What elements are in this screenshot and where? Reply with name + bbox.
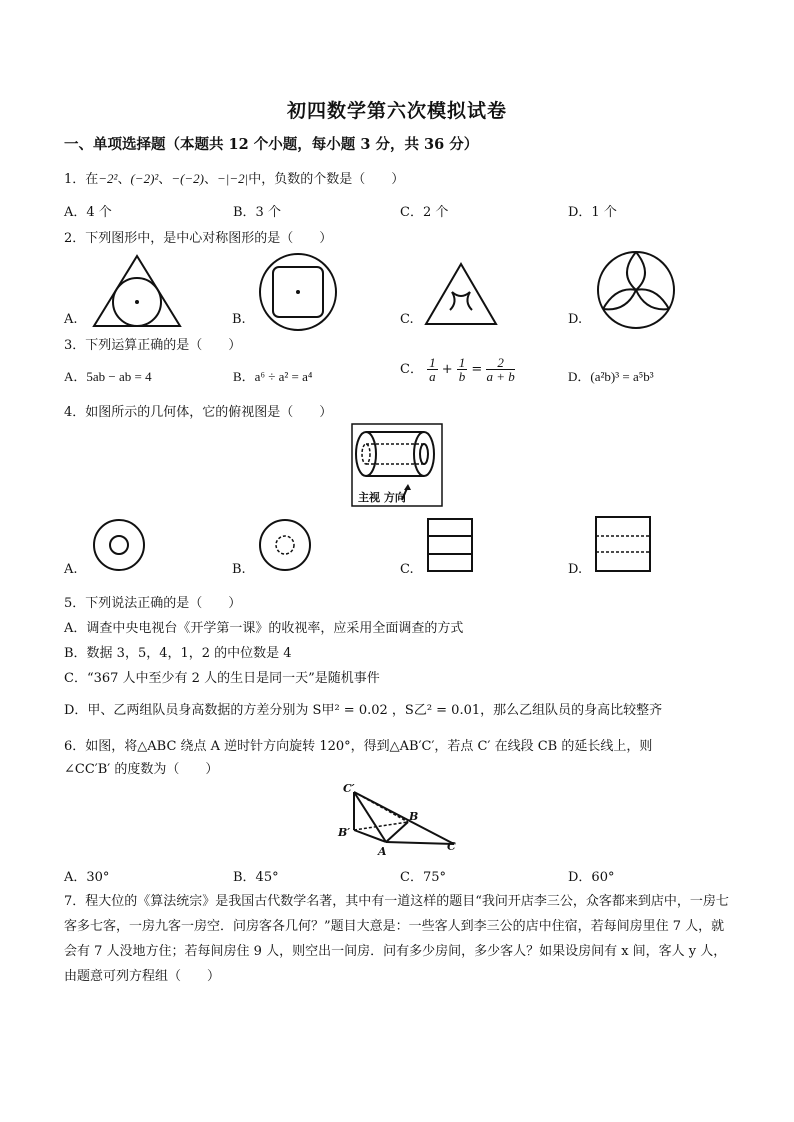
q3-fraction-2: $\frac{1}{b}$ <box>458 355 466 384</box>
q4-view-d-dashed-rectangle <box>595 516 651 572</box>
question-5-stem: 5．下列说法正确的是（ ） <box>64 596 242 611</box>
q3-fraction-3: $\frac{2}{a + b}$ <box>486 355 515 384</box>
q1-expr-2: (−2)² <box>130 171 159 186</box>
question-1-stem <box>64 168 404 187</box>
q6-option-c[interactable]: C．75° <box>400 870 446 885</box>
q4-view-a-ring <box>92 518 146 572</box>
q6-option-b[interactable]: B．45° <box>233 870 279 885</box>
q1-expr-4: −|−2| <box>217 171 249 186</box>
q4-view-c-rectangle <box>427 518 473 572</box>
q3-option-c-label: C． <box>400 362 423 377</box>
q2-figure-c-triangle-arcs <box>424 262 498 328</box>
q1-option-c[interactable]: C．2 个 <box>400 205 449 220</box>
q1-stem-prefix: 1．在 <box>64 172 99 187</box>
question-4-stem: 4．如图所示的几何体，它的俯视图是（ ） <box>64 405 333 420</box>
q6-label-a: A <box>378 845 387 858</box>
q6-label-b-prime: B′ <box>338 826 351 839</box>
q5-option-c[interactable]: C．“367 人中至少有 2 人的生日是同一天”是随机事件 <box>64 671 380 686</box>
q2-figure-d-three-petal-circle <box>596 250 676 330</box>
q2-option-c-label[interactable]: C. <box>400 312 414 327</box>
q4-view-b-dashed-ring <box>258 518 312 572</box>
q2-option-b-label[interactable]: B. <box>232 312 246 327</box>
question-3-stem: 3．下列运算正确的是（ ） <box>64 338 242 353</box>
q3-option-a[interactable]: A．5ab − ab = 4 <box>64 369 152 384</box>
q1-option-b[interactable]: B．3 个 <box>233 205 281 220</box>
q2-option-a-label[interactable]: A. <box>64 312 78 327</box>
page-title: 初四数学第六次模拟试卷 <box>286 100 507 122</box>
question-6-stem-line-1: 6．如图，将△ABC 绕点 A 逆时针方向旋转 120°，得到△AB′C′，若点 C′ 在线段 CB 的延长线上，则 <box>64 739 653 754</box>
question-6-stem-line-2: ∠CC′B′ 的度数为（ ） <box>64 762 219 777</box>
q6-label-c-prime: C′ <box>343 782 355 795</box>
q2-figure-a-triangle-circle <box>92 254 182 329</box>
q6-label-b: B <box>409 810 419 823</box>
section-heading: 一、单项选择题（本题共 12 个小题，每小题 3 分，共 36 分） <box>64 136 479 153</box>
q4-option-a-label[interactable]: A. <box>64 562 78 577</box>
question-2-stem: 2．下列图形中，是中心对称图形的是（ ） <box>64 231 333 246</box>
q1-expr-1: −2² <box>98 171 118 186</box>
q3-fraction-1: $\frac{1}{a}$ <box>429 355 436 384</box>
q3-plus-sign: + <box>441 362 453 377</box>
question-7-text: 7．程大位的《算法统宗》是我国古代数学名著，其中有一道这样的题目“我问开店李三公，众客都来到店中，一房七客多七客，一房九客一房空．问房客各几何？”题目大意是：一些客人到李三公的店中住宿，若每间房里住 7 人，就会有 7 人没地方住；若每间房住 9 人，则空出一间房．问有多少房间，多少客人？如果设房间有 x 间，客人 y 人，由题意可列方程组（ ） <box>64 894 729 984</box>
q3-option-d[interactable]: D．(a²b)³ = a⁵b³ <box>568 369 654 384</box>
q1-sep-1: 、 <box>117 172 131 187</box>
q1-option-d[interactable]: D．1 个 <box>568 205 617 220</box>
q1-expr-3: −(−2) <box>171 171 205 186</box>
q4-option-c-label[interactable]: C. <box>400 562 414 577</box>
q4-figure-caption: 主视 方向 <box>358 491 406 504</box>
q6-option-a[interactable]: A．30° <box>64 870 110 885</box>
q3-option-c[interactable] <box>400 356 515 383</box>
q1-option-a[interactable]: A．4 个 <box>64 205 112 220</box>
q6-label-c: C <box>447 840 456 853</box>
q1-sep-3: 、 <box>204 172 218 187</box>
q2-figure-b-square-in-circle <box>258 252 338 332</box>
q5-option-a[interactable]: A．调查中央电视台《开学第一课》的收视率，应采用全面调查的方式 <box>64 621 464 636</box>
q3-equals-sign: = <box>471 362 483 377</box>
q4-option-b-label[interactable]: B. <box>232 562 246 577</box>
q5-option-d[interactable]: D．甲、乙两组队员身高数据的方差分别为 S甲² = 0.02 ，S乙² = 0.01，那么乙组队员的身高比较整齐 <box>64 703 663 718</box>
q6-option-d[interactable]: D．60° <box>568 870 615 885</box>
q3-option-b[interactable]: B．a⁶ ÷ a² = a⁴ <box>233 369 313 384</box>
q4-option-d-label[interactable]: D. <box>568 562 583 577</box>
q1-sep-2: 、 <box>158 172 172 187</box>
q2-option-d-label[interactable]: D. <box>568 312 583 327</box>
q1-stem-suffix: 中，负数的个数是（ ） <box>248 172 405 187</box>
q5-option-b[interactable]: B．数据 3，5，4，1，2 的中位数是 4 <box>64 646 292 661</box>
